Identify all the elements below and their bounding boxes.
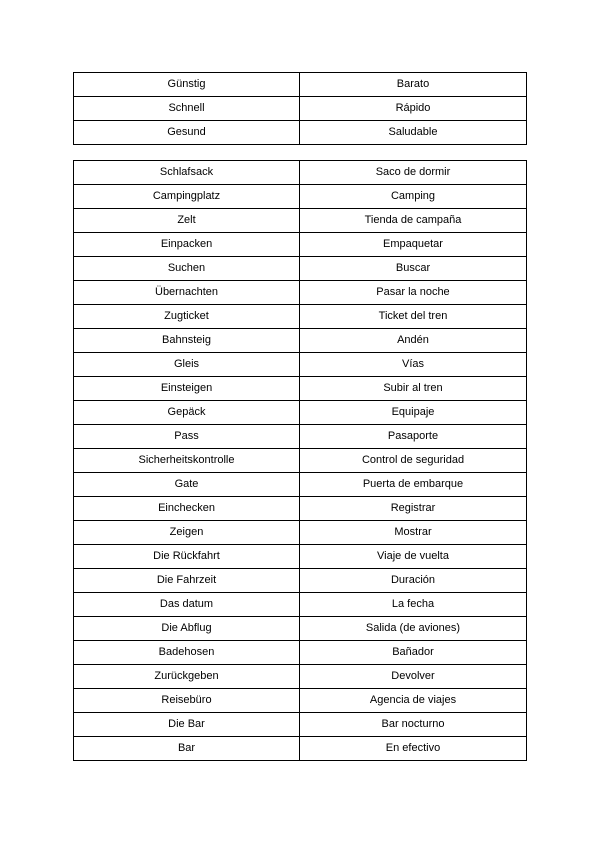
table-row bbox=[74, 329, 527, 353]
table-row bbox=[74, 737, 527, 761]
spanish-word-cell: Salida (de aviones) bbox=[300, 617, 527, 641]
spanish-word-cell: Rápido bbox=[300, 97, 527, 121]
spanish-word-cell: Registrar bbox=[300, 497, 527, 521]
german-word-cell: Einsteigen bbox=[74, 377, 300, 401]
german-word-cell: Das datum bbox=[74, 593, 300, 617]
table-row bbox=[74, 569, 527, 593]
table-row bbox=[74, 449, 527, 473]
vocab-table-body bbox=[74, 161, 527, 761]
spanish-word-cell: Control de seguridad bbox=[300, 449, 527, 473]
table-row bbox=[74, 473, 527, 497]
table-row bbox=[74, 257, 527, 281]
german-word-cell: Einchecken bbox=[74, 497, 300, 521]
table-row bbox=[74, 353, 527, 377]
spanish-word-cell: Equipaje bbox=[300, 401, 527, 425]
german-word-cell: Badehosen bbox=[74, 641, 300, 665]
vocab-table-adjectives bbox=[73, 72, 527, 145]
german-word-cell: Die Abflug bbox=[74, 617, 300, 641]
german-word-cell: Zurückgeben bbox=[74, 665, 300, 689]
table-row bbox=[74, 73, 527, 97]
table-row bbox=[74, 593, 527, 617]
spanish-word-cell: Andén bbox=[300, 329, 527, 353]
german-word-cell: Zeigen bbox=[74, 521, 300, 545]
table-row bbox=[74, 713, 527, 737]
spanish-word-cell: Mostrar bbox=[300, 521, 527, 545]
table-row bbox=[74, 497, 527, 521]
spanish-word-cell: Bar nocturno bbox=[300, 713, 527, 737]
spanish-word-cell: La fecha bbox=[300, 593, 527, 617]
table-row bbox=[74, 97, 527, 121]
vocab-table-travel bbox=[73, 160, 527, 761]
spanish-word-cell: Pasar la noche bbox=[300, 281, 527, 305]
table-row bbox=[74, 425, 527, 449]
german-word-cell: Sicherheitskontrolle bbox=[74, 449, 300, 473]
german-word-cell: Die Fahrzeit bbox=[74, 569, 300, 593]
spanish-word-cell: Viaje de vuelta bbox=[300, 545, 527, 569]
german-word-cell: Gesund bbox=[74, 121, 300, 145]
german-word-cell: Gepäck bbox=[74, 401, 300, 425]
german-word-cell: Übernachten bbox=[74, 281, 300, 305]
spanish-word-cell: Puerta de embarque bbox=[300, 473, 527, 497]
table-row bbox=[74, 401, 527, 425]
spanish-word-cell: En efectivo bbox=[300, 737, 527, 761]
spanish-word-cell: Duración bbox=[300, 569, 527, 593]
german-word-cell: Zelt bbox=[74, 209, 300, 233]
spanish-word-cell: Barato bbox=[300, 73, 527, 97]
german-word-cell: Gleis bbox=[74, 353, 300, 377]
german-word-cell: Reisebüro bbox=[74, 689, 300, 713]
german-word-cell: Günstig bbox=[74, 73, 300, 97]
table-row bbox=[74, 209, 527, 233]
table-row bbox=[74, 281, 527, 305]
german-word-cell: Suchen bbox=[74, 257, 300, 281]
spanish-word-cell: Subir al tren bbox=[300, 377, 527, 401]
german-word-cell: Die Rückfahrt bbox=[74, 545, 300, 569]
table-row bbox=[74, 121, 527, 145]
vocab-table-body bbox=[74, 73, 527, 145]
table-row bbox=[74, 305, 527, 329]
german-word-cell: Die Bar bbox=[74, 713, 300, 737]
table-row bbox=[74, 521, 527, 545]
spanish-word-cell: Tienda de campaña bbox=[300, 209, 527, 233]
german-word-cell: Zugticket bbox=[74, 305, 300, 329]
german-word-cell: Bahnsteig bbox=[74, 329, 300, 353]
german-word-cell: Pass bbox=[74, 425, 300, 449]
table-row bbox=[74, 185, 527, 209]
spanish-word-cell: Saco de dormir bbox=[300, 161, 527, 185]
table-row bbox=[74, 377, 527, 401]
spanish-word-cell: Ticket del tren bbox=[300, 305, 527, 329]
german-word-cell: Campingplatz bbox=[74, 185, 300, 209]
table-row bbox=[74, 617, 527, 641]
table-row bbox=[74, 689, 527, 713]
spanish-word-cell: Saludable bbox=[300, 121, 527, 145]
table-row bbox=[74, 545, 527, 569]
spanish-word-cell: Bañador bbox=[300, 641, 527, 665]
table-row bbox=[74, 233, 527, 257]
german-word-cell: Schlafsack bbox=[74, 161, 300, 185]
german-word-cell: Gate bbox=[74, 473, 300, 497]
table-row bbox=[74, 161, 527, 185]
spanish-word-cell: Empaquetar bbox=[300, 233, 527, 257]
spanish-word-cell: Camping bbox=[300, 185, 527, 209]
spanish-word-cell: Pasaporte bbox=[300, 425, 527, 449]
german-word-cell: Bar bbox=[74, 737, 300, 761]
spanish-word-cell: Vías bbox=[300, 353, 527, 377]
table-row bbox=[74, 665, 527, 689]
spanish-word-cell: Devolver bbox=[300, 665, 527, 689]
spanish-word-cell: Buscar bbox=[300, 257, 527, 281]
german-word-cell: Einpacken bbox=[74, 233, 300, 257]
german-word-cell: Schnell bbox=[74, 97, 300, 121]
table-row bbox=[74, 641, 527, 665]
spanish-word-cell: Agencia de viajes bbox=[300, 689, 527, 713]
